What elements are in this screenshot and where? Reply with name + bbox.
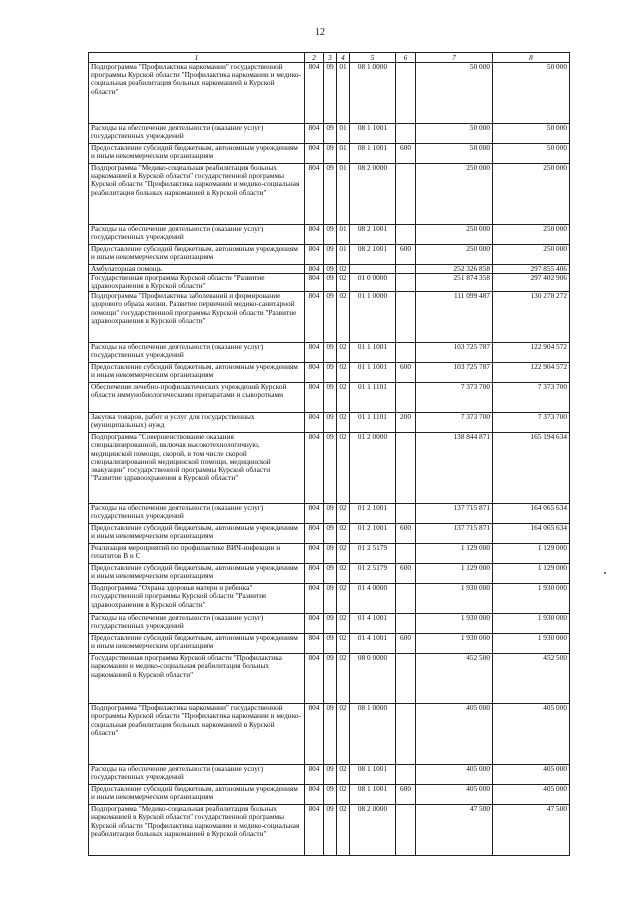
row-subsection-cell: 01 (337, 144, 350, 164)
row-subsection-cell: 02 (337, 363, 350, 383)
table-row (89, 225, 570, 245)
row-amount-1-cell: 7 373 700 (416, 383, 493, 413)
row-target-cell: 08 2 1001 (350, 245, 396, 265)
row-section-cell: 09 (324, 343, 337, 363)
row-code-cell: 804 (305, 805, 324, 856)
row-amount-2-cell: 1 930 000 (493, 634, 570, 654)
row-section-cell: 09 (324, 524, 337, 544)
row-amount-2-cell: 250 000 (493, 164, 570, 225)
row-target-cell: 01 1 1101 (350, 383, 396, 413)
row-amount-1-cell: 50 000 (416, 124, 493, 144)
row-section-cell: 09 (324, 144, 337, 164)
header-col-2: 2 (305, 53, 324, 63)
row-amount-2-cell: 164 065 634 (493, 504, 570, 524)
header-col-6: 6 (396, 53, 416, 63)
row-amount-1-cell: 452 500 (416, 654, 493, 704)
row-code-cell: 804 (305, 765, 324, 785)
row-target-cell: 01 2 5179 (350, 544, 396, 564)
row-amount-2-cell: 405 000 (493, 785, 570, 805)
scan-speck (604, 572, 606, 574)
row-amount-2-cell: 165 194 634 (493, 433, 570, 504)
row-name-cell: Подпрограмма "Охрана здоровья матери и ребенка" государственной программы Курской области "Развитие здравоохранения в Курской области" (89, 584, 305, 614)
row-subsection-cell: 02 (337, 614, 350, 634)
row-name-cell: Подпрограмма "Медико-социальная реабилитация больных наркоманией в Курской области" государственной программы Курской области "Профилактика наркомании и медико-социальная реабилитация больных наркоманией в Курской области" (89, 805, 305, 856)
row-code-cell: 804 (305, 544, 324, 564)
row-amount-2-cell: 1 930 000 (493, 584, 570, 614)
row-target-cell: 01 4 0000 (350, 584, 396, 614)
row-section-cell: 09 (324, 704, 337, 765)
row-kind-cell (396, 504, 416, 524)
row-amount-1-cell: 137 715 871 (416, 504, 493, 524)
row-name-cell: Предоставление субсидий бюджетным, автономным учреждениям и иным некоммерческим организациям (89, 785, 305, 805)
row-kind-cell: 600 (396, 363, 416, 383)
row-section-cell: 09 (324, 383, 337, 413)
row-subsection-cell: 02 (337, 654, 350, 704)
row-amount-2-cell: 7 373 700 (493, 383, 570, 413)
row-kind-cell: 600 (396, 564, 416, 584)
row-section-cell: 09 (324, 413, 337, 433)
table-row (89, 614, 570, 634)
row-section-cell: 09 (324, 805, 337, 856)
row-target-cell: 01 1 1101 (350, 413, 396, 433)
row-name-cell: Расходы на обеспечение деятельности (оказание услуг) государственных учреждений (89, 504, 305, 524)
row-name-cell: Расходы на обеспечение деятельности (оказание услуг) государственных учреждений (89, 124, 305, 144)
table-row (89, 544, 570, 564)
table-row (89, 265, 570, 274)
row-target-cell: 01 0 0000 (350, 274, 396, 292)
row-name-cell: Подпрограмма "Профилактика наркомании" государственной программы Курской области "Профилактика наркомании и медико-социальная реабилитация больных наркоманией в Курской области" (89, 63, 305, 124)
row-amount-2-cell: 1 129 000 (493, 564, 570, 584)
row-section-cell: 09 (324, 785, 337, 805)
row-kind-cell (396, 433, 416, 504)
row-amount-2-cell: 405 000 (493, 765, 570, 785)
table-row (89, 765, 570, 785)
row-subsection-cell: 02 (337, 805, 350, 856)
row-section-cell: 09 (324, 584, 337, 614)
row-code-cell: 804 (305, 363, 324, 383)
row-kind-cell (396, 292, 416, 343)
row-amount-1-cell: 1 930 000 (416, 634, 493, 654)
row-section-cell: 09 (324, 433, 337, 504)
header-col-7: 7 (416, 53, 493, 63)
row-target-cell: 08 1 0000 (350, 704, 396, 765)
row-kind-cell (396, 274, 416, 292)
row-code-cell: 804 (305, 383, 324, 413)
row-target-cell: 08 2 0000 (350, 805, 396, 856)
table-row (89, 292, 570, 343)
row-amount-1-cell: 1 930 000 (416, 614, 493, 634)
table-row (89, 144, 570, 164)
row-kind-cell: 600 (396, 785, 416, 805)
row-target-cell: 08 1 1001 (350, 124, 396, 144)
row-amount-1-cell: 1 930 000 (416, 584, 493, 614)
row-subsection-cell: 02 (337, 785, 350, 805)
row-amount-2-cell: 130 278 272 (493, 292, 570, 343)
row-target-cell: 01 2 0000 (350, 433, 396, 504)
row-amount-2-cell: 7 373 700 (493, 413, 570, 433)
row-amount-1-cell: 50 000 (416, 144, 493, 164)
table-row (89, 433, 570, 504)
table-row (89, 164, 570, 225)
row-amount-1-cell: 103 725 787 (416, 363, 493, 383)
row-section-cell: 09 (324, 634, 337, 654)
row-amount-2-cell: 297 402 906 (493, 274, 570, 292)
table-row (89, 584, 570, 614)
row-amount-1-cell: 250 000 (416, 245, 493, 265)
row-kind-cell (396, 654, 416, 704)
row-target-cell: 08 1 0000 (350, 63, 396, 124)
row-amount-2-cell: 1 930 000 (493, 614, 570, 634)
header-col-3: 3 (324, 53, 337, 63)
row-amount-2-cell: 405 000 (493, 704, 570, 765)
row-name-cell: Предоставление субсидий бюджетным, автономным учреждениям и иным некоммерческим организациям (89, 363, 305, 383)
row-subsection-cell: 02 (337, 544, 350, 564)
row-name-cell: Подпрограмма "Профилактика наркомании" государственной программы Курской области "Профилактика наркомании и медико-социальная реабилитация больных наркоманией в Курской области" (89, 704, 305, 765)
table-row (89, 343, 570, 363)
row-kind-cell (396, 704, 416, 765)
row-amount-1-cell: 137 715 871 (416, 524, 493, 544)
row-section-cell: 09 (324, 292, 337, 343)
table-row (89, 564, 570, 584)
row-amount-2-cell: 50 000 (493, 124, 570, 144)
row-kind-cell: 600 (396, 144, 416, 164)
table-row (89, 274, 570, 292)
row-target-cell: 01 1 1001 (350, 343, 396, 363)
table-body (89, 63, 570, 856)
table-row (89, 524, 570, 544)
row-name-cell: Предоставление субсидий бюджетным, автономным учреждениям и иным некоммерческим организациям (89, 245, 305, 265)
row-name-cell: Обеспечение лечебно-профилактических учреждений Курской области иммунобиологическими препаратами и сыворотками (89, 383, 305, 413)
row-target-cell: 08 2 1001 (350, 225, 396, 245)
header-col-1: 1 (89, 53, 305, 63)
row-code-cell: 804 (305, 584, 324, 614)
row-amount-2-cell: 164 065 634 (493, 524, 570, 544)
row-section-cell: 09 (324, 614, 337, 634)
row-subsection-cell: 01 (337, 63, 350, 124)
row-amount-1-cell: 405 000 (416, 704, 493, 765)
row-amount-1-cell: 252 326 858 (416, 265, 493, 274)
row-subsection-cell: 01 (337, 164, 350, 225)
row-code-cell: 804 (305, 504, 324, 524)
row-code-cell: 804 (305, 265, 324, 274)
row-amount-2-cell: 452 500 (493, 654, 570, 704)
row-name-cell: Государственная программа Курской области "Профилактика наркомании и медико-социальная реабилитация больных наркоманией в Курской области" (89, 654, 305, 704)
row-subsection-cell: 02 (337, 704, 350, 765)
row-name-cell: Расходы на обеспечение деятельности (оказание услуг) государственных учреждений (89, 614, 305, 634)
budget-table (88, 52, 570, 856)
row-subsection-cell: 02 (337, 634, 350, 654)
page-number: 12 (315, 27, 325, 38)
row-section-cell: 09 (324, 363, 337, 383)
row-section-cell: 09 (324, 245, 337, 265)
row-section-cell: 09 (324, 63, 337, 124)
row-section-cell: 09 (324, 225, 337, 245)
row-subsection-cell: 02 (337, 383, 350, 413)
row-kind-cell (396, 805, 416, 856)
row-subsection-cell: 02 (337, 274, 350, 292)
row-kind-cell (396, 225, 416, 245)
row-amount-1-cell: 250 000 (416, 164, 493, 225)
table-row (89, 634, 570, 654)
row-section-cell: 09 (324, 124, 337, 144)
row-amount-1-cell: 103 725 787 (416, 343, 493, 363)
row-name-cell: Предоставление субсидий бюджетным, автономным учреждениям и иным некоммерческим организациям (89, 564, 305, 584)
row-amount-2-cell: 47 500 (493, 805, 570, 856)
row-subsection-cell: 02 (337, 292, 350, 343)
row-section-cell: 09 (324, 504, 337, 524)
row-section-cell: 09 (324, 274, 337, 292)
row-name-cell: Предоставление субсидий бюджетным, автономным учреждениям и иным некоммерческим организациям (89, 524, 305, 544)
row-amount-1-cell: 111 099 487 (416, 292, 493, 343)
table-row (89, 413, 570, 433)
row-code-cell: 804 (305, 124, 324, 144)
row-kind-cell: 200 (396, 413, 416, 433)
row-target-cell: 01 1 0000 (350, 292, 396, 343)
row-name-cell: Расходы на обеспечение деятельности (оказание услуг) государственных учреждений (89, 765, 305, 785)
table-row (89, 654, 570, 704)
row-kind-cell (396, 164, 416, 225)
table-row (89, 383, 570, 413)
header-col-5: 5 (350, 53, 396, 63)
row-name-cell: Подпрограмма "Профилактика заболеваний и формирование здорового образа жизни. Развитие первичной медико-санитарной помощи" государственной программы Курской области "Развитие здравоохранения в Курской области" (89, 292, 305, 343)
row-target-cell: 08 1 1001 (350, 765, 396, 785)
row-code-cell: 804 (305, 63, 324, 124)
row-kind-cell: 600 (396, 634, 416, 654)
row-code-cell: 804 (305, 634, 324, 654)
table-row (89, 785, 570, 805)
row-amount-2-cell: 50 000 (493, 144, 570, 164)
row-name-cell: Амбулаторная помощь (89, 265, 305, 274)
row-amount-1-cell: 250 000 (416, 225, 493, 245)
row-target-cell: 01 4 1001 (350, 614, 396, 634)
row-subsection-cell: 02 (337, 564, 350, 584)
row-name-cell: Предоставление субсидий бюджетным, автономным учреждениям и иным некоммерческим организациям (89, 634, 305, 654)
row-name-cell: Реализация мероприятий по профилактике ВИЧ-инфекции и гепатитов В и С (89, 544, 305, 564)
table-row (89, 63, 570, 124)
row-amount-1-cell: 251 874 358 (416, 274, 493, 292)
header-col-4: 4 (337, 53, 350, 63)
row-name-cell: Подпрограмма "Медико-социальная реабилитация больных наркоманией в Курской области" государственной программы Курской области "Профилактика наркомании и медико-социальная реабилитация больных наркоманией в Курской области" (89, 164, 305, 225)
row-code-cell: 804 (305, 292, 324, 343)
row-code-cell: 804 (305, 343, 324, 363)
row-target-cell: 01 1 1001 (350, 363, 396, 383)
table-row (89, 124, 570, 144)
row-subsection-cell: 01 (337, 225, 350, 245)
row-name-cell: Предоставление субсидий бюджетным, автономным учреждениям и иным некоммерческим организациям (89, 144, 305, 164)
row-amount-2-cell: 122 904 572 (493, 343, 570, 363)
header-row (89, 53, 570, 63)
row-kind-cell (396, 584, 416, 614)
row-subsection-cell: 02 (337, 765, 350, 785)
row-code-cell: 804 (305, 433, 324, 504)
row-kind-cell: 600 (396, 245, 416, 265)
row-kind-cell (396, 614, 416, 634)
row-subsection-cell: 01 (337, 245, 350, 265)
row-subsection-cell: 01 (337, 124, 350, 144)
row-code-cell: 804 (305, 245, 324, 265)
row-subsection-cell: 02 (337, 413, 350, 433)
row-target-cell: 08 1 1001 (350, 785, 396, 805)
row-code-cell: 804 (305, 785, 324, 805)
row-target-cell: 01 2 1001 (350, 524, 396, 544)
row-amount-1-cell: 50 000 (416, 63, 493, 124)
row-code-cell: 804 (305, 164, 324, 225)
row-target-cell (350, 265, 396, 274)
row-subsection-cell: 02 (337, 524, 350, 544)
row-kind-cell (396, 124, 416, 144)
row-target-cell: 08 0 0000 (350, 654, 396, 704)
row-target-cell: 01 2 1001 (350, 504, 396, 524)
row-kind-cell (396, 544, 416, 564)
row-target-cell: 08 2 0000 (350, 164, 396, 225)
table-row (89, 805, 570, 856)
table-row (89, 504, 570, 524)
row-subsection-cell: 02 (337, 343, 350, 363)
row-amount-1-cell: 1 129 000 (416, 564, 493, 584)
row-section-cell: 09 (324, 564, 337, 584)
row-name-cell: Расходы на обеспечение деятельности (оказание услуг) государственных учреждений (89, 343, 305, 363)
row-kind-cell (396, 265, 416, 274)
row-amount-1-cell: 138 844 871 (416, 433, 493, 504)
row-kind-cell (396, 383, 416, 413)
row-amount-1-cell: 7 373 700 (416, 413, 493, 433)
table-row (89, 245, 570, 265)
row-code-cell: 804 (305, 614, 324, 634)
row-amount-2-cell: 250 000 (493, 245, 570, 265)
row-target-cell: 08 1 1001 (350, 144, 396, 164)
table-row (89, 363, 570, 383)
row-amount-2-cell: 50 000 (493, 63, 570, 124)
header-col-8: 8 (493, 53, 570, 63)
row-kind-cell: 600 (396, 524, 416, 544)
row-code-cell: 804 (305, 564, 324, 584)
row-name-cell: Расходы на обеспечение деятельности (оказание услуг) государственных учреждений (89, 225, 305, 245)
row-target-cell: 01 4 1001 (350, 634, 396, 654)
row-section-cell: 09 (324, 265, 337, 274)
row-target-cell: 01 2 5179 (350, 564, 396, 584)
row-kind-cell (396, 343, 416, 363)
row-section-cell: 09 (324, 544, 337, 564)
row-subsection-cell: 02 (337, 504, 350, 524)
row-code-cell: 804 (305, 524, 324, 544)
row-section-cell: 09 (324, 765, 337, 785)
row-amount-2-cell: 1 129 000 (493, 544, 570, 564)
row-name-cell: Подпрограмма "Совершенствование оказания специализированной, включая высокотехнологичную, медицинской помощи, скорой, в том числе скорой специализированной медицинской помощи, медицинской эвакуации" государственной программы Курской области "Развитие здравоохранения в Курской области" (89, 433, 305, 504)
table-row (89, 704, 570, 765)
row-amount-2-cell: 250 000 (493, 225, 570, 245)
row-code-cell: 804 (305, 413, 324, 433)
row-code-cell: 804 (305, 274, 324, 292)
row-amount-2-cell: 122 904 572 (493, 363, 570, 383)
row-name-cell: Закупка товаров, работ и услуг для государственных (муниципальных) нужд (89, 413, 305, 433)
row-code-cell: 804 (305, 704, 324, 765)
row-code-cell: 804 (305, 144, 324, 164)
row-kind-cell (396, 765, 416, 785)
row-amount-1-cell: 405 000 (416, 765, 493, 785)
row-amount-1-cell: 1 129 000 (416, 544, 493, 564)
row-subsection-cell: 02 (337, 584, 350, 614)
row-subsection-cell: 02 (337, 433, 350, 504)
row-kind-cell (396, 63, 416, 124)
row-section-cell: 09 (324, 164, 337, 225)
row-section-cell: 09 (324, 654, 337, 704)
row-subsection-cell: 02 (337, 265, 350, 274)
row-amount-1-cell: 405 000 (416, 785, 493, 805)
row-name-cell: Государственная программа Курской области "Развитие здравоохранения в Курской области" (89, 274, 305, 292)
row-amount-2-cell: 297 855 406 (493, 265, 570, 274)
row-code-cell: 804 (305, 654, 324, 704)
row-amount-1-cell: 47 500 (416, 805, 493, 856)
row-code-cell: 804 (305, 225, 324, 245)
